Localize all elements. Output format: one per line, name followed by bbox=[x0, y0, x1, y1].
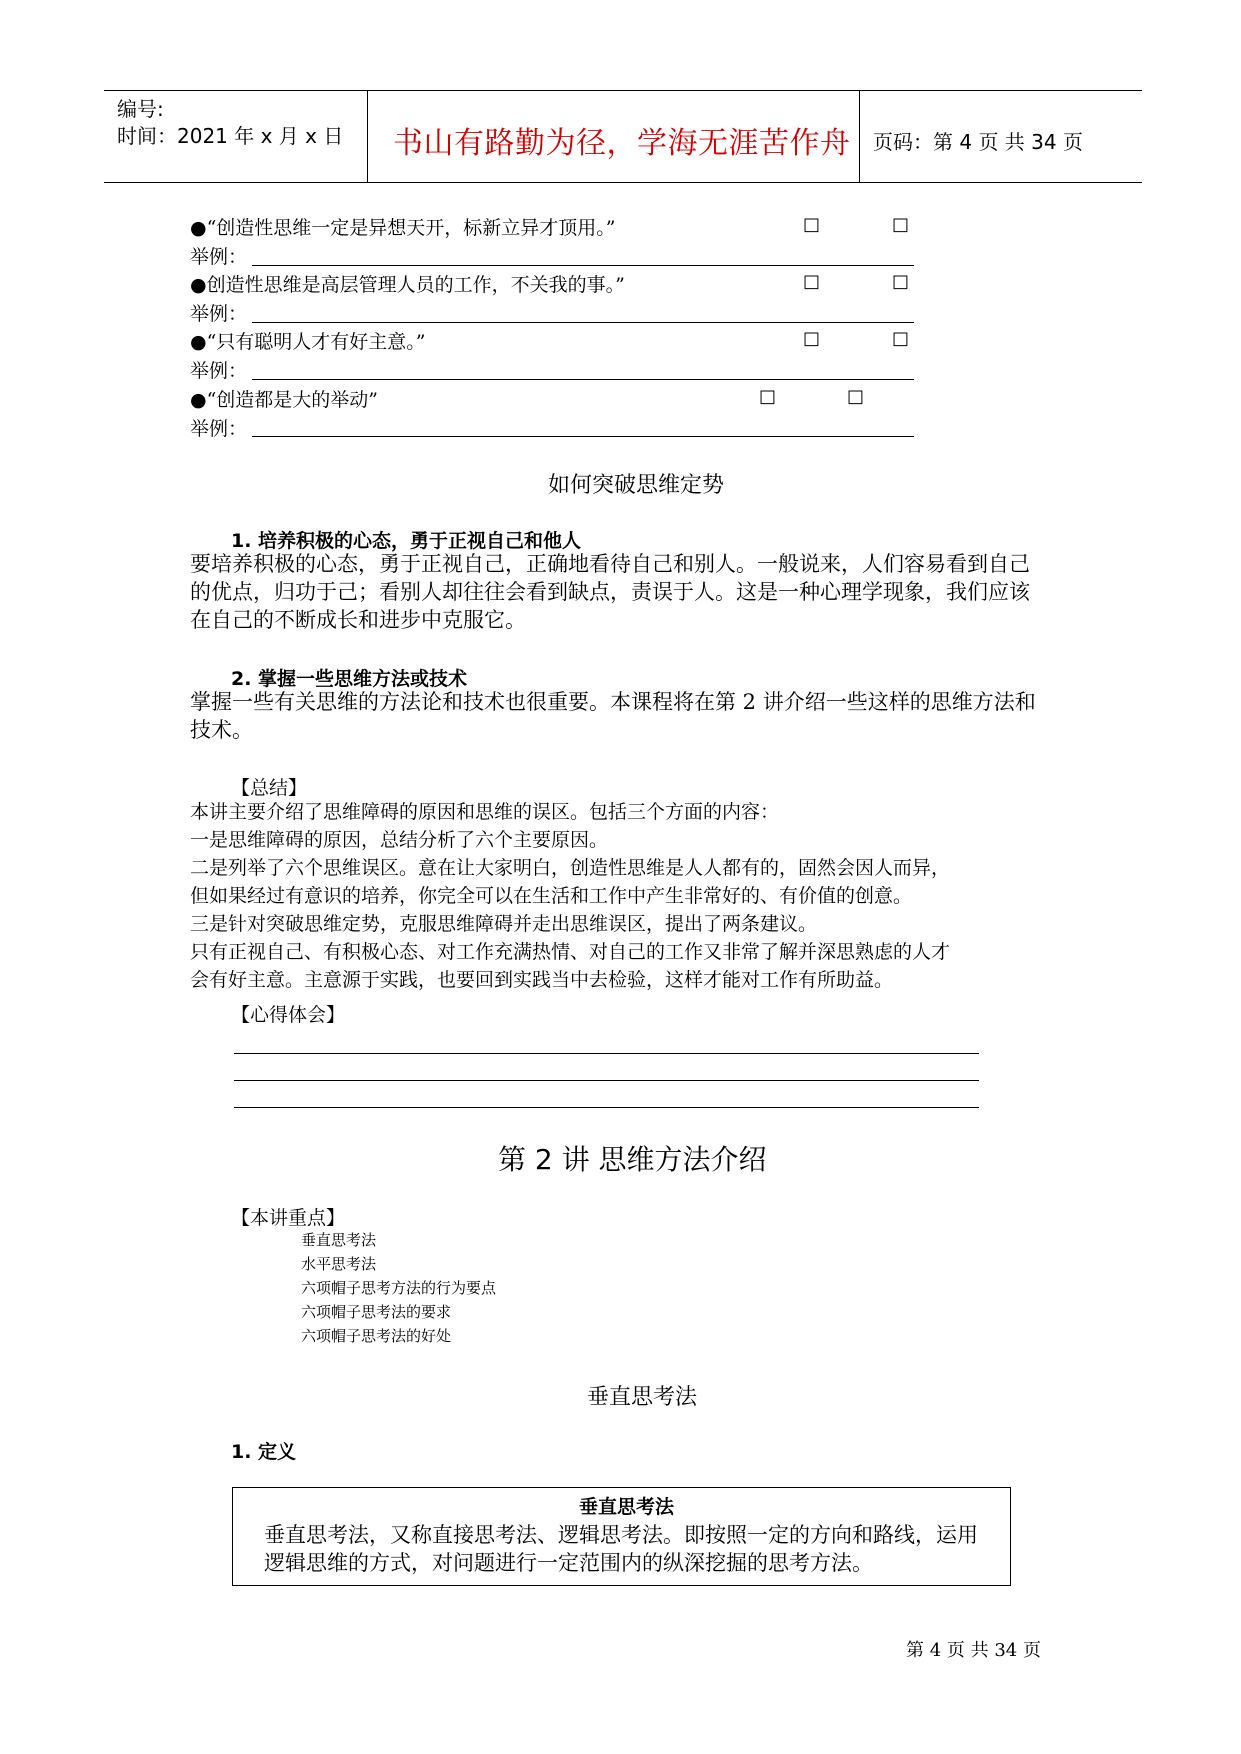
example-label-2: 举例： bbox=[190, 303, 248, 325]
header-number-label: 编号: bbox=[117, 97, 164, 121]
checklist-statement-2: ●创造性思维是高层管理人员的工作，不关我的事。” bbox=[190, 274, 625, 296]
point2-line-1: 掌握一些有关思维的方法论和技术也很重要。本课程将在第 2 讲介绍一些这样的思维方法和 bbox=[190, 690, 1036, 714]
summary-line-5: 三是针对突破思维定势，克服思维障碍并走出思维误区，提出了两条建议。 bbox=[190, 913, 818, 935]
checkbox-agree-4[interactable]: □ bbox=[759, 386, 777, 407]
header-page-label: 页码：第 4 页 共 34 页 bbox=[873, 130, 1083, 154]
checklist-statement-1: ●“创造性思维一定是异想天开，标新立异才顶用。” bbox=[190, 217, 616, 239]
example-underline-4[interactable] bbox=[252, 436, 914, 437]
section-title-break-set: 如何突破思维定势 bbox=[548, 473, 725, 498]
summary-line-4: 但如果经过有意识的培养，你完全可以在生活和工作中产生非常好的、有价值的创意。 bbox=[190, 885, 913, 907]
header-divider-left bbox=[367, 90, 368, 183]
checkbox-disagree-2[interactable]: □ bbox=[892, 271, 910, 292]
checklist-statement-3: ●“只有聪明人才有好主意。” bbox=[190, 331, 426, 353]
checkbox-agree-2[interactable]: □ bbox=[803, 271, 821, 292]
checkbox-agree-3[interactable]: □ bbox=[803, 328, 821, 349]
summary-line-7: 会有好主意。主意源于实践，也要回到实践当中去检验，这样才能对工作有所助益。 bbox=[190, 969, 894, 991]
reflection-line-2[interactable] bbox=[234, 1080, 979, 1081]
checkbox-agree-1[interactable]: □ bbox=[803, 214, 821, 235]
example-underline-1[interactable] bbox=[252, 265, 914, 266]
definition-box-body bbox=[264, 1521, 978, 1577]
reflection-line-1[interactable] bbox=[234, 1053, 979, 1054]
summary-body bbox=[190, 798, 950, 994]
lecture-title: 第 2 讲 思维方法介绍 bbox=[498, 1143, 767, 1176]
header-motto: 书山有路勤为径，学海无涯苦作舟 bbox=[393, 126, 851, 161]
point1-line-2: 的优点，归功于己；看别人却往往会看到缺点，责误于人。这是一种心理学现象，我们应该 bbox=[190, 580, 1030, 604]
point2-line-2: 技术。 bbox=[190, 718, 253, 742]
footer-page-number: 第 4 页 共 34 页 bbox=[906, 1640, 1041, 1661]
definition-heading: 1. 定义 bbox=[231, 1441, 297, 1463]
reflection-heading: 【心得体会】 bbox=[231, 1004, 346, 1026]
checkbox-disagree-4[interactable]: □ bbox=[847, 386, 865, 407]
summary-line-6: 只有正视自己、有积极心态、对工作充满热情、对自己的工作又非常了解并深思熟虑的人才 bbox=[190, 941, 951, 963]
example-label-3: 举例： bbox=[190, 360, 248, 382]
summary-heading: 【总结】 bbox=[231, 777, 308, 799]
keypoint-item-5: 六项帽子思考法的好处 bbox=[301, 1327, 452, 1345]
checklist-statement-4: ●“创造都是大的举动” bbox=[190, 389, 379, 411]
keypoint-item-1: 垂直思考法 bbox=[301, 1231, 377, 1249]
checkbox-disagree-3[interactable]: □ bbox=[892, 328, 910, 349]
point1-line-1: 要培养积极的心态，勇于正视自己，正确地看待自己和别人。一般说来，人们容易看到自己 bbox=[190, 552, 1030, 576]
summary-line-3: 二是列举了六个思维误区。意在让大家明白，创造性思维是人人都有的，固然会因人而异， bbox=[190, 857, 951, 879]
example-label-4: 举例： bbox=[190, 418, 248, 440]
section-title-vertical-thinking: 垂直思考法 bbox=[587, 1385, 698, 1410]
example-label-1: 举例： bbox=[190, 246, 248, 268]
header-divider-right bbox=[859, 90, 860, 183]
keypoint-item-3: 六项帽子思考方法的行为要点 bbox=[301, 1279, 497, 1297]
header-top-rule bbox=[104, 90, 1142, 91]
definition-line-1: 垂直思考法，又称直接思考法、逻辑思考法。即按照一定的方向和路线，运用 bbox=[264, 1523, 978, 1547]
keypoints-list bbox=[301, 1228, 496, 1348]
header-time-label: 时间：2021 年 x 月 x 日 bbox=[117, 124, 344, 148]
point2-paragraph bbox=[190, 688, 1036, 744]
header-bottom-rule bbox=[104, 182, 1142, 183]
summary-line-1: 本讲主要介绍了思维障碍的原因和思维的误区。包括三个方面的内容： bbox=[190, 801, 780, 823]
definition-box-title: 垂直思考法 bbox=[578, 1496, 674, 1518]
example-underline-2[interactable] bbox=[252, 322, 914, 323]
keypoints-heading: 【本讲重点】 bbox=[231, 1207, 346, 1229]
reflection-line-3[interactable] bbox=[234, 1107, 979, 1108]
checkbox-disagree-1[interactable]: □ bbox=[892, 214, 910, 235]
keypoint-item-4: 六项帽子思考法的要求 bbox=[301, 1303, 452, 1321]
point1-line-3: 在自己的不断成长和进步中克服它。 bbox=[190, 608, 526, 632]
example-underline-3[interactable] bbox=[252, 379, 914, 380]
keypoint-item-2: 水平思考法 bbox=[301, 1255, 377, 1273]
definition-line-2: 逻辑思维的方式，对问题进行一定范围内的纵深挖掘的思考方法。 bbox=[264, 1551, 873, 1575]
summary-line-2: 一是思维障碍的原因，总结分析了六个主要原因。 bbox=[190, 829, 609, 851]
point2-heading: 2. 掌握一些思维方法或技术 bbox=[231, 668, 468, 690]
point1-paragraph bbox=[190, 550, 1030, 634]
point1-heading: 1. 培养积极的心态，勇于正视自己和他人 bbox=[231, 530, 582, 552]
